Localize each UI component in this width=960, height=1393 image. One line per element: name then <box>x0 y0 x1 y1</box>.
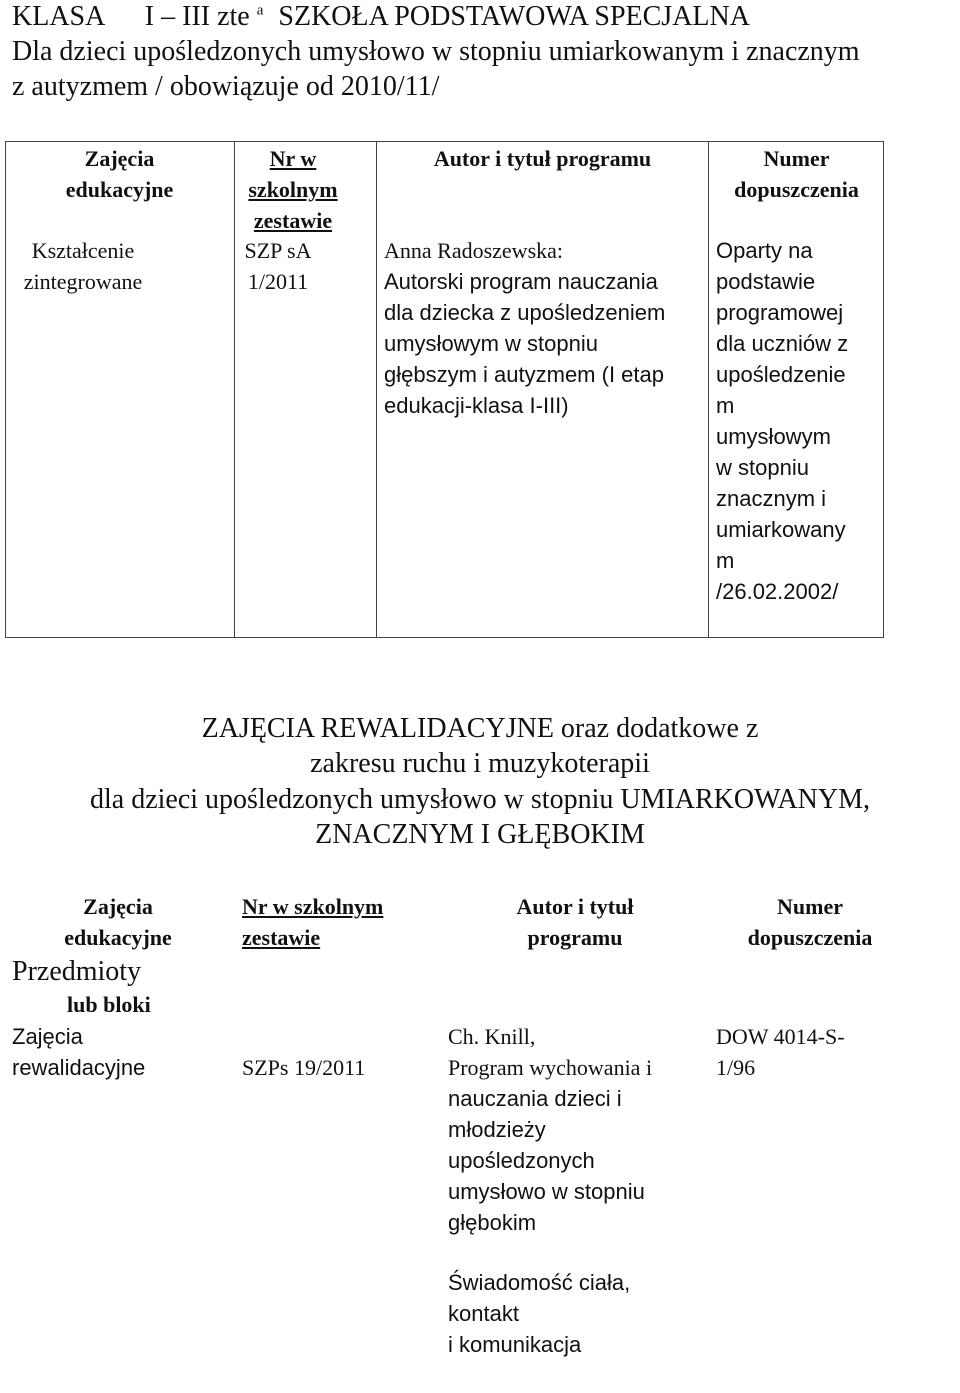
table1-row-zajecia: Kształcenie zintegrowane <box>23 238 143 294</box>
table2-header-przedmioty: Przedmioty <box>12 956 142 987</box>
page-subtitle-line-2: Dla dzieci upośledzonych umysłowo w stopniu umiarkowanym i znacznym <box>12 36 860 67</box>
page-title-line-1 <box>12 0 750 34</box>
table2-row-autor: Ch. Knill, Program wychowania i nauczania dzieci i młodzieży upośledzonych umysłowo w stopniu głębokim <box>448 1021 708 1238</box>
table2-header-numer: Numer dopuszczenia <box>747 894 873 950</box>
table1-header-nr: Nr w szkolnym zestawie <box>248 146 338 233</box>
table1-row-autor: Anna Radoszewska: Autorski program nauczania dla dziecka z upośledzeniem umysłowym w stopniu głębszym i autyzmem (I etap edukacji-klasa I-III) <box>384 238 666 418</box>
table2-header-nr: Nr w szkolnym zestawie <box>242 894 384 950</box>
table1-header-numer: Numer dopuszczenia <box>734 146 859 202</box>
klasa-label: KLASA <box>12 1 104 32</box>
school-name: SZKOŁA PODSTAWOWA SPECJALNA <box>278 1 750 32</box>
table2-row-nr: SZPs 19/2011 <box>242 1055 366 1080</box>
table2-header-lub-bloki: lub bloki <box>67 992 151 1017</box>
table1-row-numer: Oparty na podstawie programowej dla uczniów z upośledzenie m umysłowym w stopniu znacznym i umiarkowany m /26.02.2002/ <box>716 238 849 604</box>
section2-heading-line-3: dla dzieci upośledzonych umysłowo w stopniu UMIARKOWANYM, <box>89 784 871 815</box>
table2-row-autor-extra: Świadomość ciała, kontakt i komunikacja <box>448 1270 631 1357</box>
klasa-superscript: a <box>256 2 264 19</box>
section2-heading-line-4: ZNACZNYM I GŁĘBOKIM <box>315 819 645 850</box>
table1-cell-col1 <box>6 142 235 638</box>
page-subtitle-line-3: z autyzmem / obowiązuje od 2010/11/ <box>12 71 440 102</box>
table1-header-autor: Autor i tytuł programu <box>433 146 652 171</box>
table1-header-zajecia: Zajęcia edukacyjne <box>65 146 174 202</box>
section2-heading-line-2: zakresu ruchu i muzykoterapii <box>310 748 650 779</box>
table2-author-name: Ch. Knill, <box>448 1024 536 1049</box>
section2-heading-line-1: ZAJĘCIA REWALIDACYJNE oraz dodatkowe z <box>201 713 759 744</box>
table2-row-zajecia: Zajęcia rewalidacyjne <box>12 1024 146 1080</box>
table1-row-nr: SZP sA 1/2011 <box>244 238 312 294</box>
table2-header-zajecia: Zajęcia edukacyjne <box>64 894 172 950</box>
table2-row-numer: DOW 4014-S- 1/96 <box>716 1024 845 1080</box>
table2-header-autor: Autor i tytuł programu <box>516 894 634 950</box>
klasa-range: I – III zte <box>144 1 250 32</box>
